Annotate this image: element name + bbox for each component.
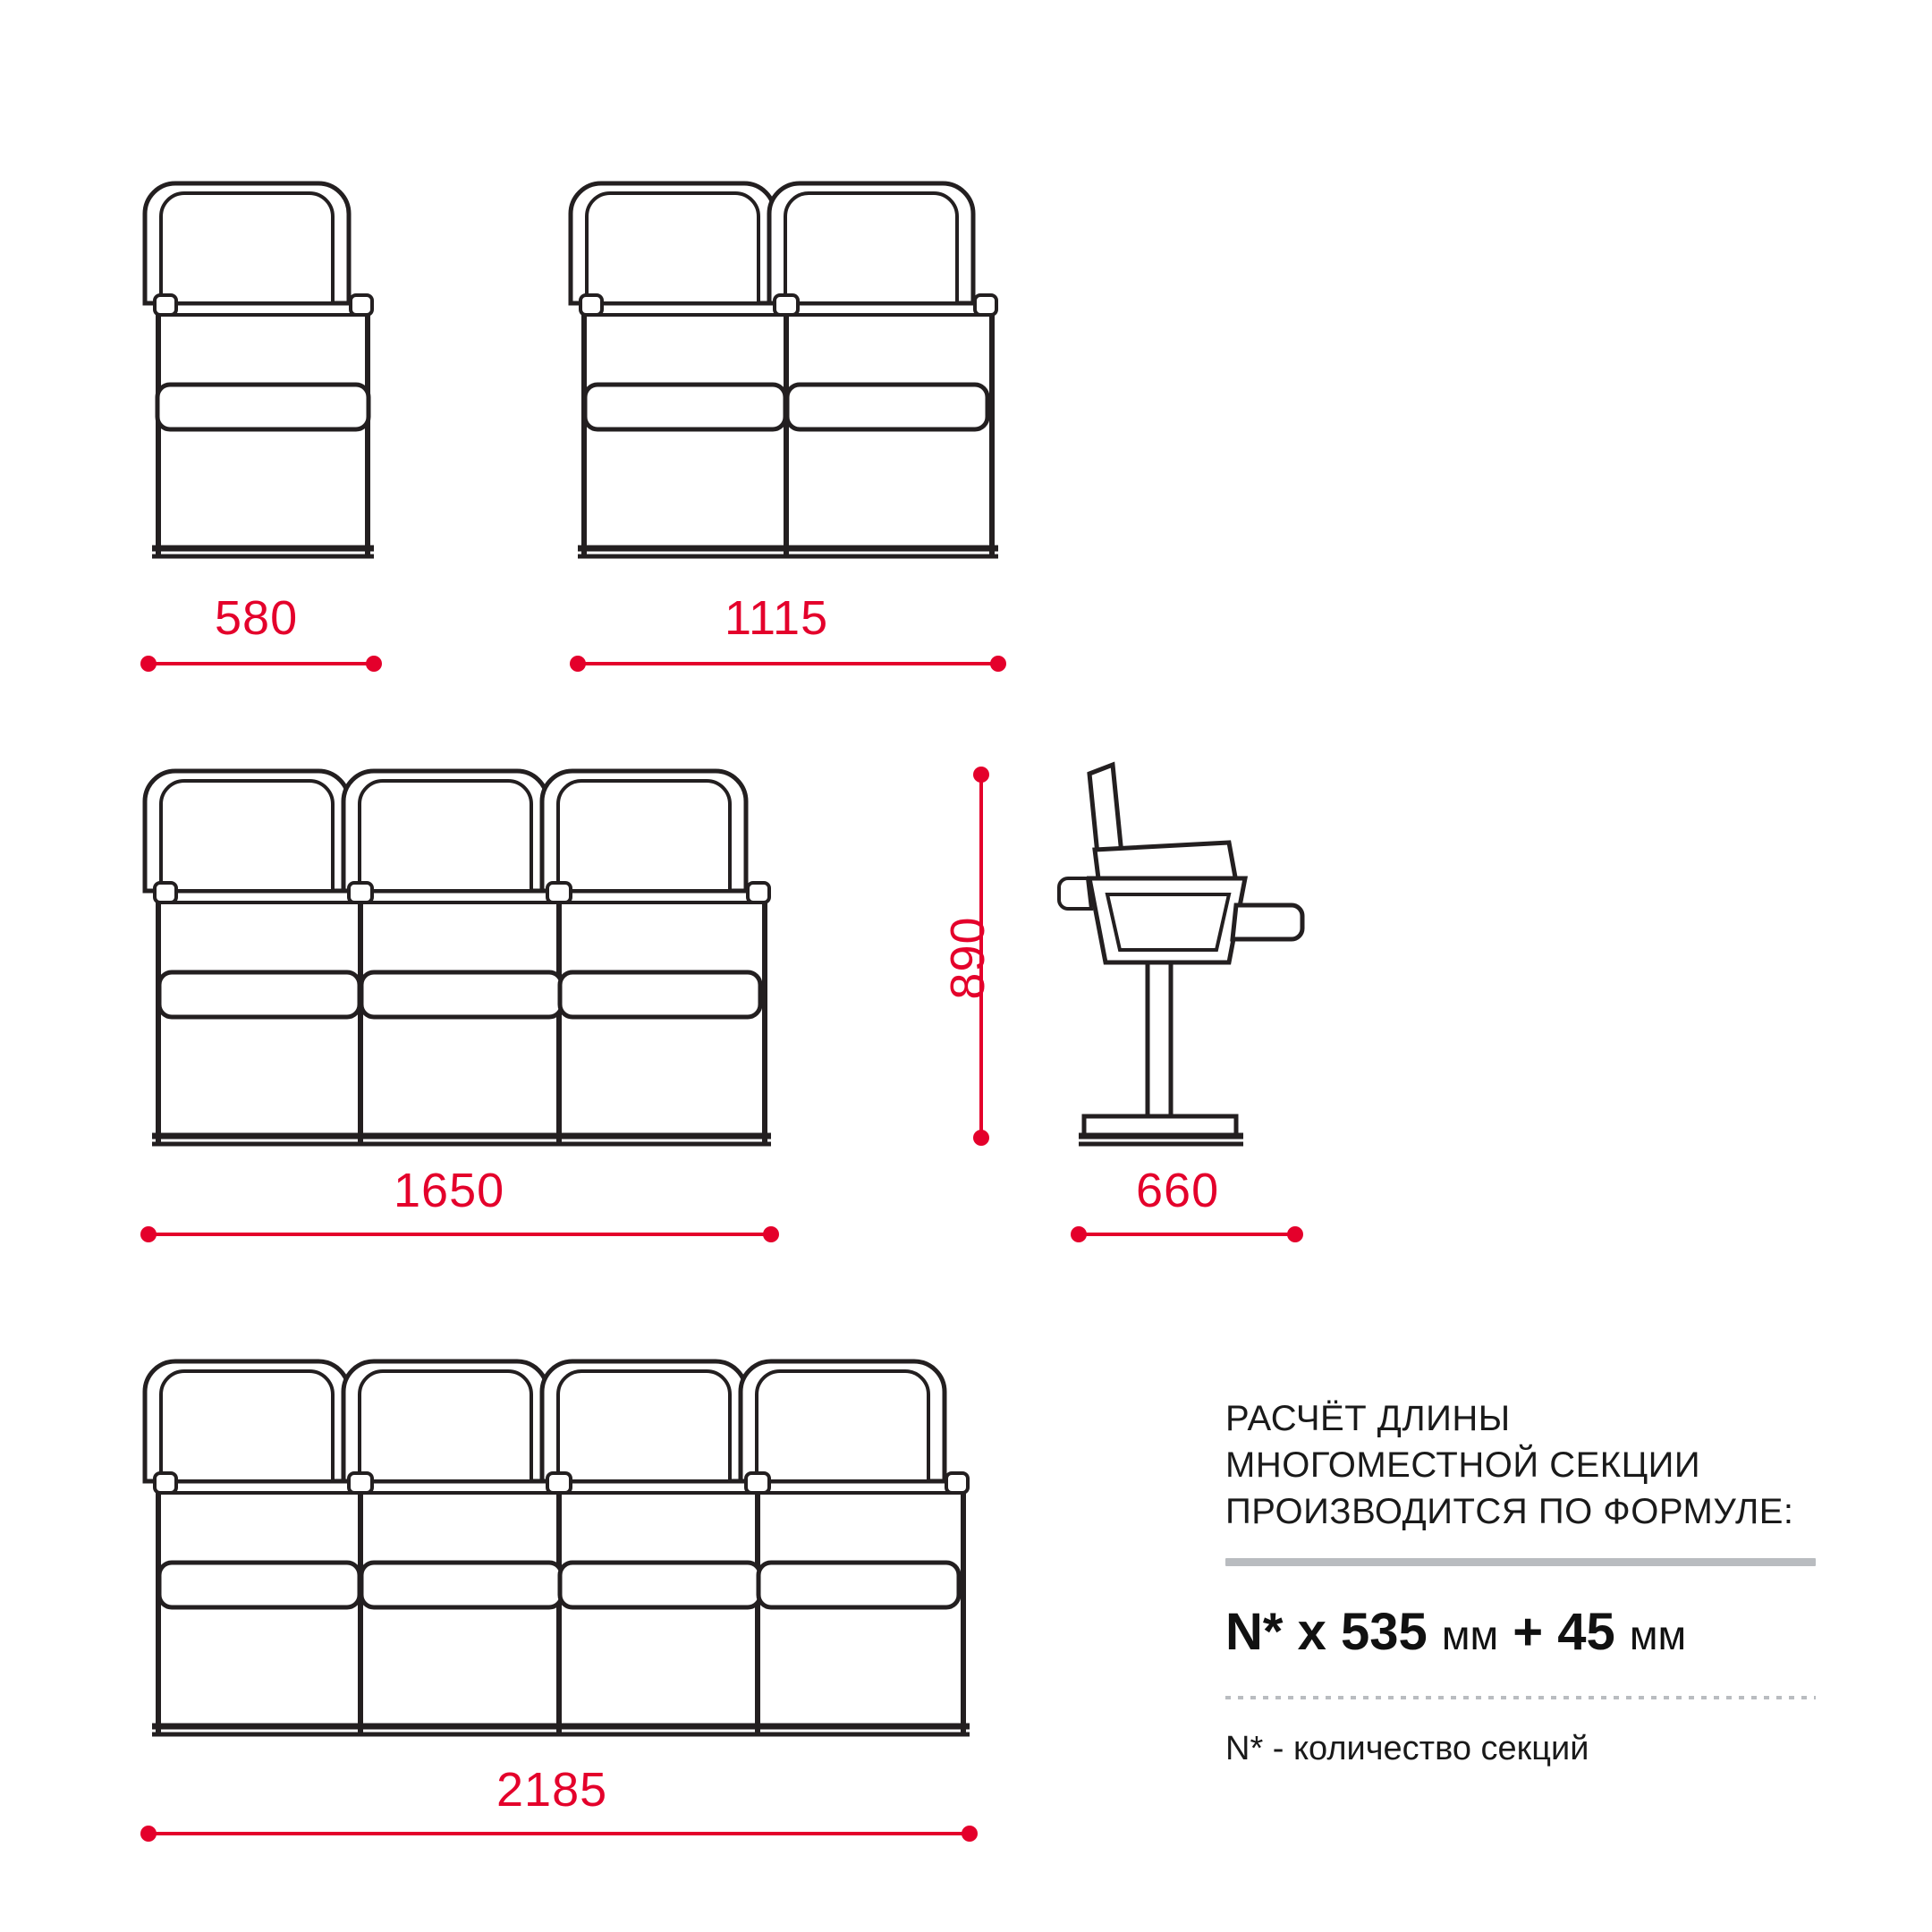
formula-block [1225,1395,1816,1768]
formula-seat-width: 535 [1340,1603,1428,1661]
formula-n-symbol: N* [1225,1603,1284,1661]
dimension-line-1115 [570,656,1006,672]
dimension-label-2185: 2185 [496,1763,608,1817]
dimension-line-660 [1071,1226,1303,1242]
dimension-label-890: 890 [941,916,995,1000]
formula-title [1225,1395,1816,1535]
formula-title-line-2: МНОГОМЕСТНОЙ СЕКЦИИ [1225,1445,1701,1485]
chair-side-view [1059,765,1302,1144]
formula-expression [1225,1602,1816,1662]
formula-plus-symbol: + [1513,1603,1544,1661]
dimension-line-580 [140,656,382,672]
formula-divider-bar [1225,1558,1816,1566]
dimension-label-660: 660 [1136,1164,1220,1217]
three-seat-front-view [145,771,771,1144]
dimension-label-1115: 1115 [724,591,829,645]
formula-unit-1: мм [1441,1612,1499,1658]
dimension-line-2185 [140,1826,978,1842]
two-seat-front-view [571,183,998,556]
dimension-label-580: 580 [215,591,299,645]
one-seat-front-view [145,183,374,556]
formula-addend: 45 [1557,1603,1615,1661]
formula-unit-2: мм [1629,1612,1687,1658]
four-seat-front-view [145,1361,970,1734]
formula-title-line-1: РАСЧЁТ ДЛИНЫ [1225,1399,1511,1438]
formula-times-symbol: x [1297,1603,1326,1661]
dimension-line-1650 [140,1226,779,1242]
dimension-label-1650: 1650 [394,1164,505,1217]
formula-note: N* - количество секций [1225,1730,1589,1767]
formula-title-line-3: ПРОИЗВОДИТСЯ ПО ФОРМУЛЕ: [1225,1492,1794,1531]
formula-dotted-divider [1225,1696,1816,1699]
